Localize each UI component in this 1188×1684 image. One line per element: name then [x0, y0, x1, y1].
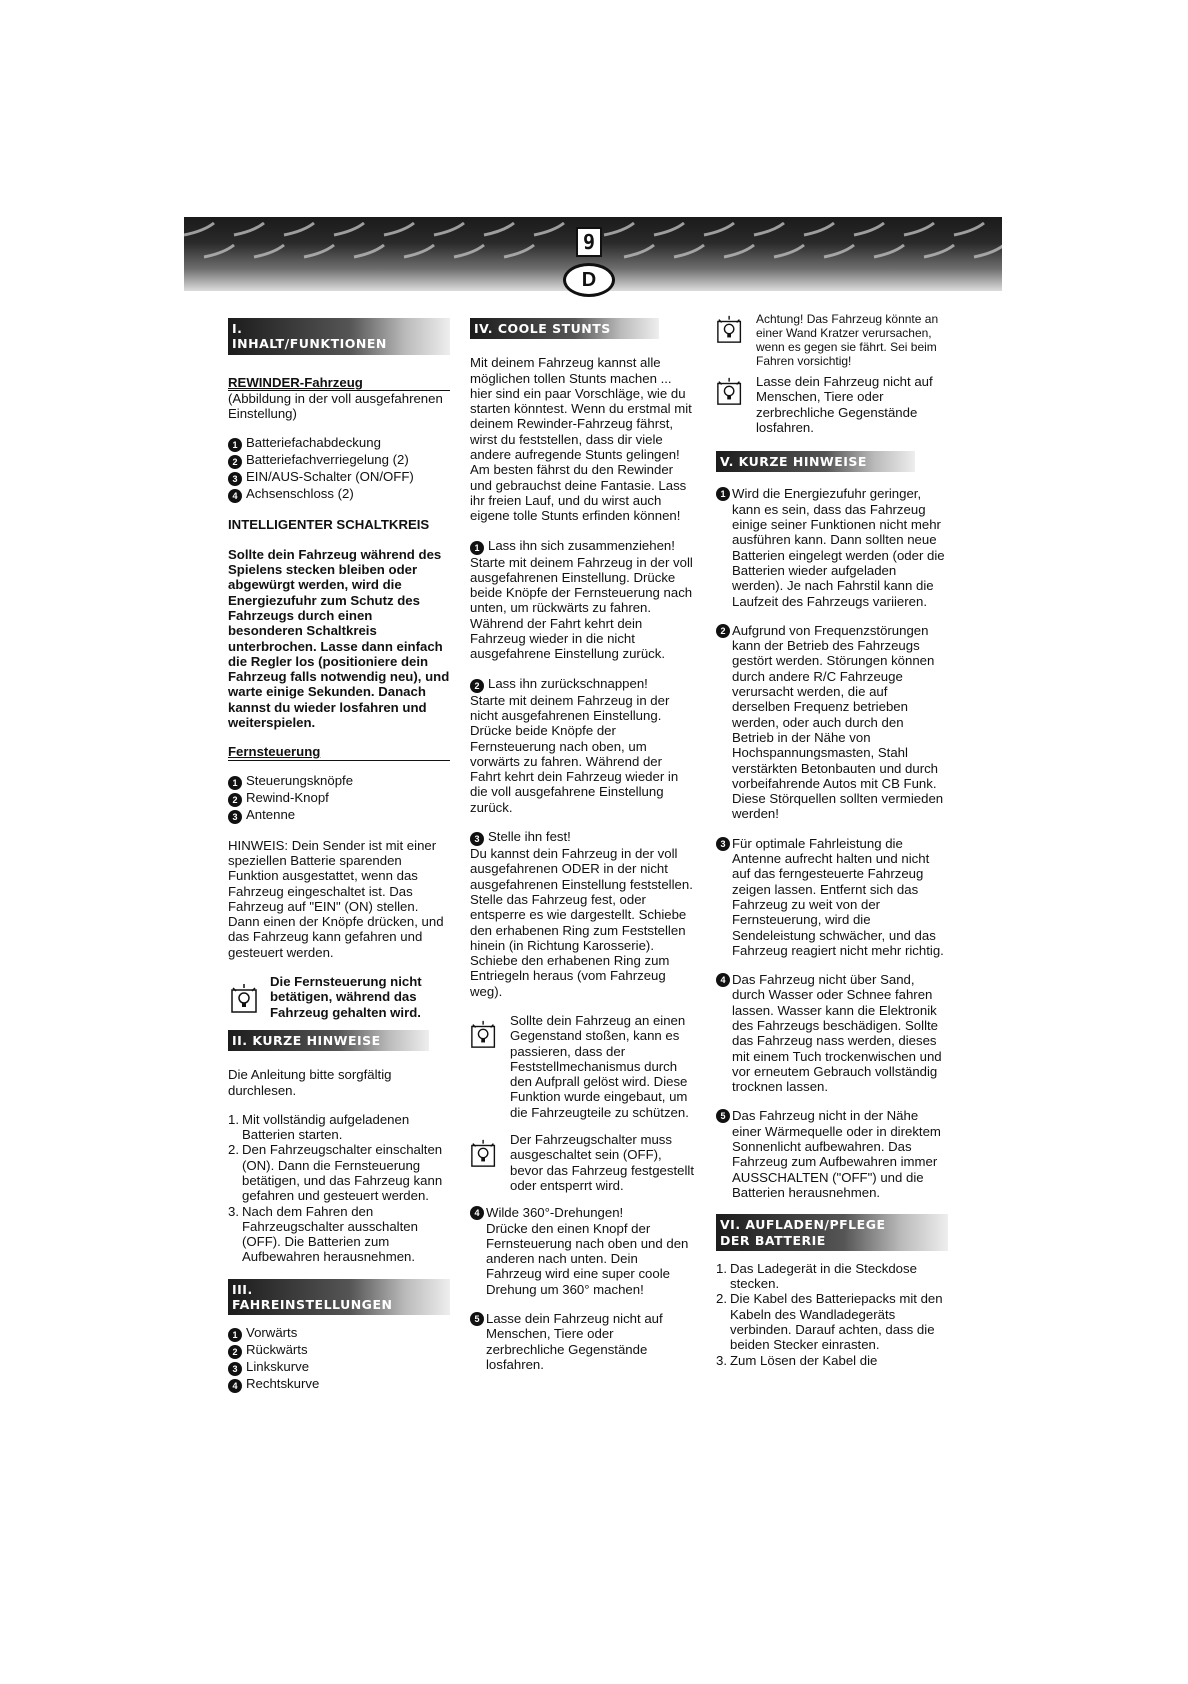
- tips-steps: [228, 1112, 450, 1265]
- warning-text: Der Fahrzeugschalter muss ausgeschaltet sein (OFF), bevor das Fahrzeug festgestellt oder entsperrt wird.: [510, 1132, 694, 1193]
- warning-text: Die Fernsteuerung nicht betätigen, während das Fahrzeug gehalten wird.: [270, 974, 422, 1020]
- list-item: 4 Rechtskurve: [228, 1376, 450, 1393]
- list-item: 3 Für optimale Fahrleistung die Antenne aufrecht halten und nicht auf das ferngesteuerte Fahrzeug zeigen lassen. Entfernt sich das Fahrzeug zu weit von der Fernsteuerung, wird die Sendeleistung schwächer, und das Fahrzeug reagiert nicht mehr richtig.: [716, 836, 948, 958]
- section-title-contents: I. INHALT/FUNKTIONEN: [228, 318, 450, 355]
- list-item: 1 Batteriefachabdeckung: [228, 435, 450, 452]
- lightbulb-warning-icon: [716, 314, 746, 344]
- stunt-2: 2 Lass ihn zurückschnappen!: [470, 676, 694, 693]
- list-item: 3. Zum Lösen der Kabel die: [716, 1352, 878, 1368]
- list-item: 3 Linkskurve: [228, 1359, 450, 1376]
- country-code-badge: D: [563, 263, 615, 297]
- stunts-intro: Mit deinem Fahrzeug kannst alle möglichen tollen Stunts machen ... hier sind ein paar Vorschläge, wie du starten könntest. Wenn du erstmal mit deinem Rewinder-Fahrzeug fährst, wirst du feststellen, dass dir viele andere aufregende Stunts gelingen! Am besten fährst du den Rewinder und gebrauchst deine Fantasie. Lass ihr freien Lauf, und du wirst auch eigene tolle Stunts erfinden können!: [470, 355, 692, 524]
- list-item: 4 Das Fahrzeug nicht über Sand, durch Wasser oder Schnee fahren lassen. Wasser kann die Elektronik des Fahrzeugs beschädigen. Sollte das Fahrzeug nass werden, dieses mit einem Tuch trockenwischen und vor erneutem Gebrauch vollständig trocknen lassen.: [716, 972, 948, 1094]
- stunt-3-text: Du kannst dein Fahrzeug in der voll ausgefahrenen ODER in der nicht ausgefahrenen Einstellung feststellen. Stelle das Fahrzeug fest, oder entsperre es wie dargestellt. Schiebe den erhabenen Ring zum Feststellen hinein (in Richtung Karosserie). Schiebe den erhabenen Ring zum Entriegeln heraus (vom Fahrzeug weg).: [470, 846, 693, 999]
- stunt-1: 1 Lass ihn sich zusammenziehen!: [470, 538, 694, 555]
- stunt-2-text: Starte mit deinem Fahrzeug in der nicht ausgefahrenen Einstellung. Drücke beide Knöpfe der Fernsteuerung nach oben, um vorwärts zu fahren. Während der Fahrt kehrt dein Fahrzeug wieder in die voll ausgefahrene Einstellung zurück.: [470, 692, 679, 815]
- column-1: [228, 318, 450, 1407]
- circuit-text: Sollte dein Fahrzeug während des Spielens stecken bleiben oder abgewürgt werden, wird die Energiezufuhr zum Schutz des Fahrzeugs durch einen besonderen Schaltkreis unterbrochen. Lasse dann einfach die Regler los (positioniere dein Fahrzeug falls notwendig neu), und warte einige Sekunden. Danach kannst du wieder losfahren und weiterspielen.: [228, 546, 450, 731]
- warning-text: Achtung! Das Fahrzeug könnte an einer Wand Kratzer verursachen, wenn es gegen sie fährt. Sei beim Fahren vorsichtig!: [756, 312, 939, 368]
- remote-heading: Fernsteuerung: [228, 744, 450, 760]
- remote-list: [228, 773, 450, 824]
- stunt-5: 5 Lasse dein Fahrzeug nicht auf Menschen, Tiere oder zerbrechliche Gegenstände losfahren.: [470, 1311, 694, 1372]
- list-item: 5 Das Fahrzeug nicht in der Nähe einer Wärmequelle oder in direktem Sonnenlicht aufbewahren. Das Fahrzeug zum Aufbewahren immer AUSSCHALTEN ("OFF") und die Batterien herausnehmen.: [716, 1108, 948, 1200]
- circuit-heading: INTELLIGENTER SCHALTKREIS: [228, 517, 430, 533]
- list-item: 1. Das Ladegerät in die Steckdose stecken.: [716, 1260, 917, 1292]
- list-item: 2. Die Kabel des Batteriepacks mit den Kabeln des Wandladegeräts verbinden. Darauf achten, dass die beiden Stecker einrasten.: [716, 1291, 943, 1353]
- warning-text: Sollte dein Fahrzeug an einen Gegenstand stoßen, kann es passieren, dass der Feststellmechanismus durch den Aufprall gelöst wird. Diese Funktion wurde eingebaut, um die Fahrzeugteile zu schützen.: [510, 1012, 689, 1120]
- section-title-tips: II. KURZE HINWEISE: [228, 1030, 429, 1051]
- list-item: 4 Achsenschloss (2): [228, 486, 450, 503]
- page-number: 9: [576, 227, 602, 257]
- note-text: HINWEIS: Dein Sender ist mit einer speziellen Batterie sparenden Funktion ausgestattet, wenn das Fahrzeug eingeschaltet ist. Das Fahrzeug auf "EIN" (ON) stellen. Dann einen der Knöpfe drücken, und das Fahrzeug kann gefahren und gesteuert werden.: [228, 837, 444, 960]
- driving-list: [228, 1325, 450, 1393]
- stunt-3: 3 Stelle ihn fest!: [470, 829, 694, 846]
- warning-box: [470, 1132, 694, 1193]
- parts-list: [228, 435, 450, 503]
- list-item: 2 Aufgrund von Frequenzstörungen kann der Betrieb des Fahrzeugs gestört werden. Störungen können durch andere R/C Fahrzeuge verursacht werden, die auf derselben Frequenz betrieben werden, oder auch durch den Betrieb in der Nähe von Hochspannungsmasten, Stahl verstärkten Betonbauten und durch vorbeifahrende Autos mit CB Funk. Diese Störquellen sollten vermieden werden!: [716, 623, 948, 822]
- list-item: 2 Rückwärts: [228, 1342, 450, 1359]
- section-title-driving: III. FAHREINSTELLUNGEN: [228, 1279, 450, 1316]
- section-title-short-tips: V. KURZE HINWEISE: [716, 451, 915, 472]
- list-item: 2 Batteriefachverriegelung (2): [228, 452, 450, 469]
- list-item: 2 Rewind-Knopf: [228, 790, 450, 807]
- column-3: [716, 312, 948, 1368]
- tips-intro: Die Anleitung bitte sorgfältig durchlesen.: [228, 1067, 392, 1098]
- stunt-1-text: Starte mit deinem Fahrzeug in der voll ausgefahrenen Einstellung. Drücke beide Knöpfe der Fernsteuerung nach unten, um rückwärts zu fahren. Während der Fahrt kehrt dein Fahrzeug wieder in die nicht ausgefahrene Einstellung zurück.: [470, 554, 693, 662]
- warning-box: [716, 312, 948, 368]
- stunt-4: 4 Wilde 360°-Drehungen! Drücke den einen Knopf der Fernsteuerung nach oben und den anderen nach unten. Dein Fahrzeug wird eine super coole Drehung um 360° machen!: [470, 1205, 694, 1297]
- list-item: 2. Den Fahrzeugschalter einschalten (ON). Dann die Fernsteuerung betätigen, und das Fahrzeug kann gefahren und gesteuert werden.: [228, 1142, 443, 1204]
- list-item: 3 EIN/AUS-Schalter (ON/OFF): [228, 469, 450, 486]
- list-item: 1 Steuerungsknöpfe: [228, 773, 450, 790]
- warning-box: [228, 974, 450, 1020]
- column-2: [470, 318, 694, 1386]
- list-item: 3 Antenne: [228, 807, 450, 824]
- warning-text: Lasse dein Fahrzeug nicht auf Menschen, Tiere oder zerbrechliche Gegenstände losfahren.: [756, 374, 933, 435]
- lightbulb-warning-icon: [230, 982, 262, 1014]
- section-title-battery: VI. AUFLADEN/PFLEGE DER BATTERIE: [716, 1214, 948, 1251]
- lightbulb-warning-icon: [716, 376, 746, 406]
- list-item: 1 Vorwärts: [228, 1325, 450, 1342]
- lightbulb-warning-icon: [470, 1019, 500, 1049]
- warning-box: [470, 1013, 694, 1120]
- battery-steps: [716, 1261, 948, 1368]
- list-item: 3. Nach dem Fahren den Fahrzeugschalter ausschalten (OFF). Die Batterien zum Aufbewahren herausnehmen.: [228, 1203, 418, 1265]
- warning-box: [716, 374, 948, 435]
- model-note: (Abbildung in der voll ausgefahrenen Einstellung): [228, 390, 443, 422]
- lightbulb-warning-icon: [470, 1138, 500, 1168]
- list-item: 1 Wird die Energiezufuhr geringer, kann es sein, dass das Fahrzeug einige seiner Funktionen nicht mehr ausführen kann. Dann sollten neue Batterien eingelegt werden (oder die Batterien wieder aufgeladen werden). Je nach Fahrstil kann die Laufzeit des Fahrzeugs variieren.: [716, 486, 948, 608]
- section-title-stunts: IV. COOLE STUNTS: [470, 318, 659, 339]
- model-heading: REWINDER-Fahrzeug: [228, 375, 450, 391]
- list-item: 1. Mit vollständig aufgeladenen Batterien starten.: [228, 1111, 410, 1143]
